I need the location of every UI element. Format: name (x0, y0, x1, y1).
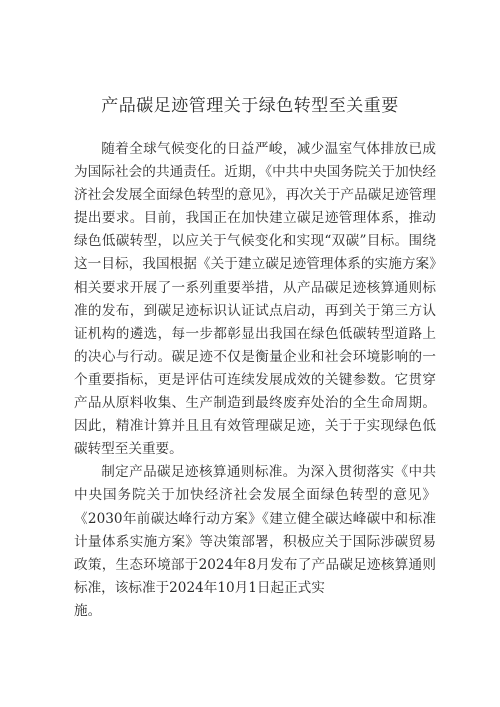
document-title: 产品碳足迹管理关于绿色转型至关重要 (101, 96, 399, 116)
paragraph-1: 随着全球气候变化的日益严峻，减少温室气体排放已成为国际社会的共通责任。近期，《中共中央国务院关于加快经济社会发展全面绿色转型的意见》，再次关于产品碳足迹管理提出要求。目前，我国正在加快建立碳足迹管理体系，推动绿色低碳转型，以应关于气候变化和实现“双碳”目标。围绕这一目标，我国根据《关于建立碳足迹管理体系的实施方案》相关要求开展了一系列重要举措，从产品碳足迹核算通则标准的发布，到碳足迹标识认证试点启动，再到关于第三方认证机构的遴选，每一步都彰显出我国在绿色低碳转型道路上的决心与行动。碳足迹不仅是衡量企业和社会环境影响的一个重要指标，更是评估可连续发展成效的关键参数。它贯穿产品从原料收集、生产制造到最终废弃处治的全生命周期。因此，精准计算并且且有效管理碳足迹，关于于实现绿色低碳转型至关重要。 (74, 141, 436, 458)
paragraph-2-tail: 施。 (74, 602, 102, 619)
paragraph-2: 制定产品碳足迹核算通则标准。为深入贯彻落实《中共中央国务院关于加快经济社会发展全面绿色转型的意见》《2030年前碳达峰行动方案》《建立健全碳达峰碳中和标准计量体系实施方案》等决策部署，积极应关于国际涉碳贸易政策，生态环境部于2024年8月发布了产品碳足迹核算通则标准，该标准于2024年10月1日起正式实 (74, 464, 436, 596)
document-body (74, 138, 436, 623)
